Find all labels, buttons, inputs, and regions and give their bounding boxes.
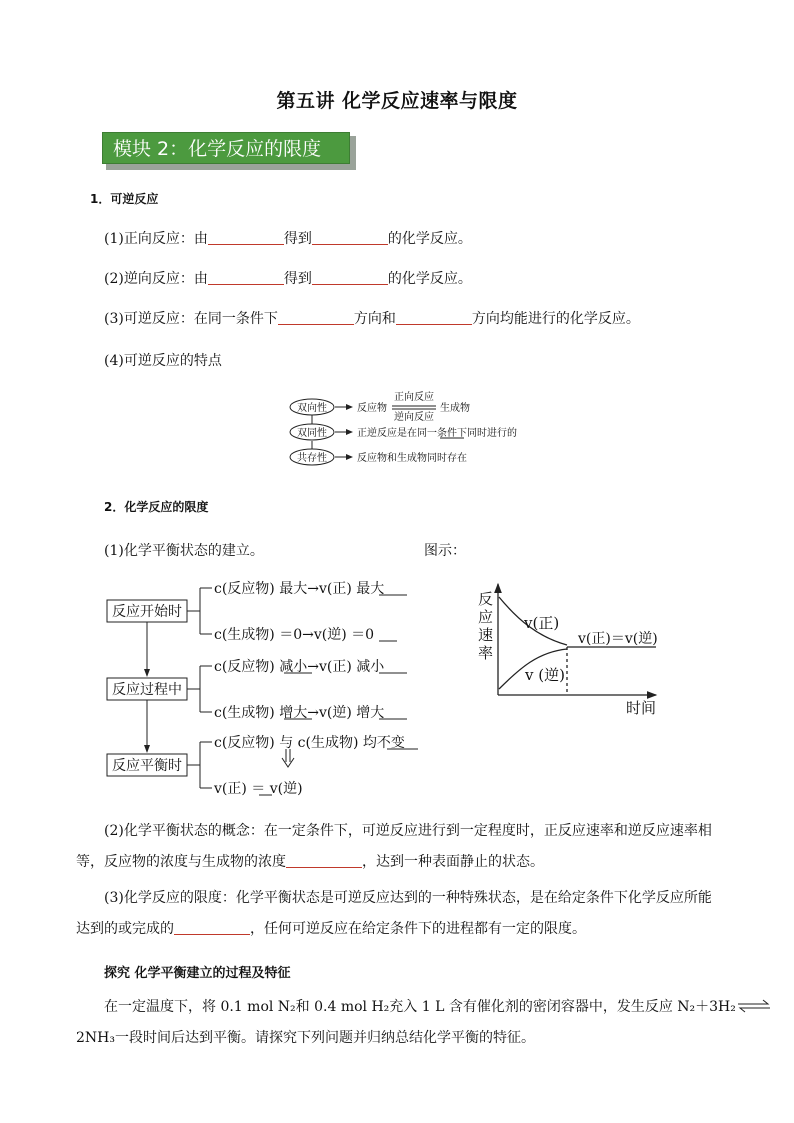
tag-coexistence: 共存性 (297, 453, 327, 464)
forward-curve-label: v(正) (524, 614, 560, 632)
paragraph-text: ，任何可逆反应在给定条件下的进程都有一定的限度。 (250, 921, 586, 937)
reverse-curve-label: v (逆) (525, 666, 565, 684)
paragraph-text: ，达到一种表面静止的状态。 (362, 854, 544, 870)
reactant-label: 反应物 (357, 403, 387, 414)
answer-blank[interactable] (174, 920, 250, 935)
limit-paragraph (76, 883, 722, 945)
equilibrium-flowchart (104, 572, 424, 804)
stage-process: 反应过程中 (112, 682, 182, 698)
equilibrium-rate-line: v(正) ＝ v(逆) (214, 781, 303, 797)
y-label-char: 应 (478, 608, 494, 626)
answer-blank[interactable] (208, 230, 284, 245)
module-banner (102, 132, 356, 170)
tag-simultaneous: 双同性 (297, 428, 327, 439)
section-heading-limit: 2．化学反应的限度 (104, 500, 209, 514)
paragraph-text: (3)化学反应的限度：化学平衡状态是可逆反应达到的一种特殊状态，是在给定条件下化学反应所能达到的或完成的 (76, 890, 712, 937)
answer-blank[interactable] (396, 310, 472, 325)
equality-label: v(正)＝v(逆) (578, 631, 658, 647)
section-heading-reversible: 1．可逆反应 (90, 192, 159, 206)
item-text: 的化学反应。 (387, 271, 472, 287)
item-forward-reaction (104, 228, 472, 248)
start-product-line: c(生成物) ＝0→v(逆) ＝0 (214, 627, 375, 643)
page-title: 第五讲 化学反应速率与限度 (276, 90, 518, 112)
answer-blank[interactable] (208, 270, 284, 285)
bracket (187, 742, 212, 788)
item-text: 的化学反应。 (387, 231, 472, 247)
process-product-line: c(生成物) 增大→v(逆) 增大 (214, 705, 385, 721)
banner-label: 模块 2：化学反应的限度 (102, 132, 350, 164)
answer-blank[interactable] (286, 853, 362, 868)
y-label-char: 率 (478, 644, 494, 662)
process-reactant-line: c(反应物) 减小→v(正) 减小 (214, 659, 385, 675)
item-text: (1)正向反应：由 (104, 231, 208, 247)
item-text: (2)逆向反应：由 (104, 271, 208, 287)
reversible-arrow-icon (736, 999, 772, 1013)
item-reversible-reaction (104, 308, 640, 328)
establish-label: (1)化学平衡状态的建立。 (104, 543, 264, 559)
stage-start: 反应开始时 (112, 604, 182, 620)
rate-time-graph (470, 582, 690, 722)
coexistence-text: 反应物和生成物同时存在 (357, 453, 467, 464)
item-text: 方向均能进行的化学反应。 (471, 311, 640, 327)
tag-bidirectional: 双向性 (297, 403, 327, 414)
features-title: (4)可逆反应的特点 (104, 353, 222, 369)
item-text: 得到 (283, 231, 312, 247)
answer-blank[interactable] (312, 230, 388, 245)
product-label: 生成物 (440, 403, 470, 414)
y-label-char: 速 (478, 626, 494, 644)
paragraph-text: (2)化学平衡状态的概念：在一定条件下，可逆反应进行到一定程度时，正反应速率和逆反应速率相等，反应物的浓度与生成物的浓度 (76, 823, 712, 870)
bracket (187, 588, 212, 634)
figure-label: 图示： (424, 543, 466, 559)
item-reverse-reaction (104, 268, 472, 288)
concept-paragraph (76, 816, 722, 878)
explore-line-1 (104, 996, 772, 1016)
implies-arrow (282, 758, 294, 767)
reverse-label: 逆向反应 (394, 412, 434, 423)
features-diagram (284, 385, 544, 471)
explore-line-2: 2NH₃一段时间后达到平衡。请探究下列问题并归纳总结化学平衡的特征。 (76, 1030, 535, 1046)
answer-blank[interactable] (312, 270, 388, 285)
explore-heading: 探究 化学平衡建立的过程及特征 (104, 966, 291, 981)
equilibrium-conc-line: c(反应物) 与 c(生成物) 均不变 (214, 735, 405, 751)
item-text: 得到 (283, 271, 312, 287)
x-axis-label: 时间 (626, 699, 657, 717)
forward-label: 正向反应 (394, 392, 434, 403)
simultaneous-text: 正逆反应是在同一条件下同时进行的 (357, 428, 517, 439)
explore-text: 在一定温度下，将 0.1 mol N₂和 0.4 mol H₂充入 1 L 含有催化剂的密闭容器中，发生反应 N₂＋3H₂ (104, 999, 736, 1015)
bracket (187, 666, 212, 712)
y-label-char: 反 (478, 590, 494, 608)
stage-equilibrium: 反应平衡时 (112, 758, 182, 774)
answer-blank[interactable] (278, 310, 354, 325)
item-text: 方向和 (353, 311, 396, 327)
item-text: (3)可逆反应：在同一条件下 (104, 311, 278, 327)
start-reactant-line: c(反应物) 最大→v(正) 最大 (214, 581, 385, 597)
